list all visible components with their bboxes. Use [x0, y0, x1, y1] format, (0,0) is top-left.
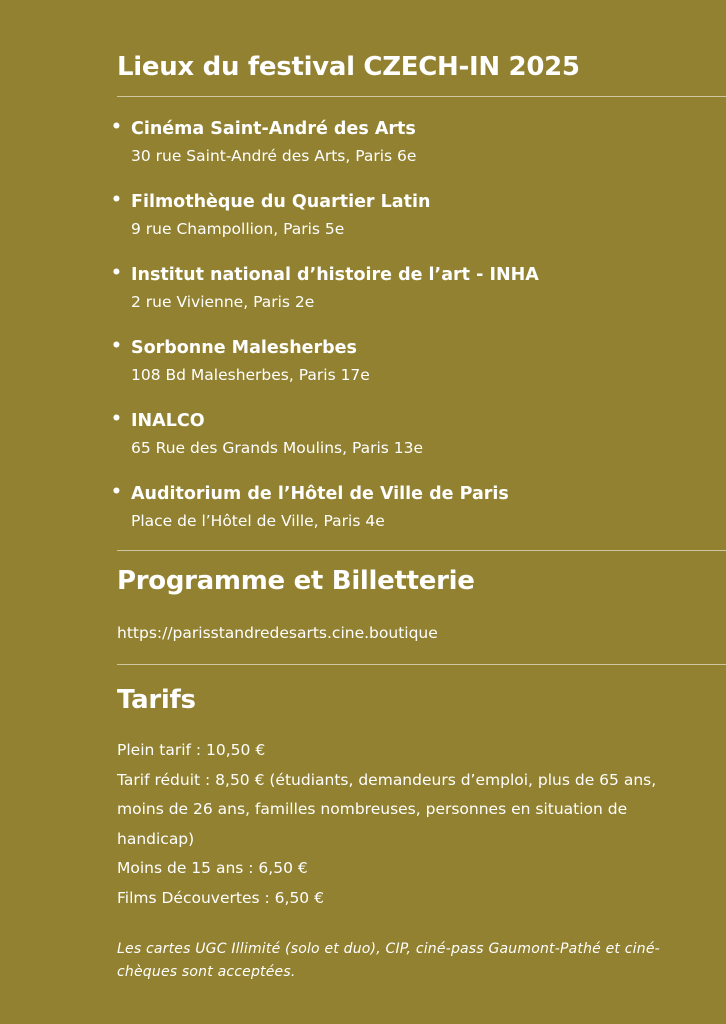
venue-address: 9 rue Champollion, Paris 5e: [131, 220, 345, 238]
bullet-icon: •: [111, 263, 122, 283]
venue-name: Cinéma Saint-André des Arts: [131, 119, 416, 139]
venue-name: Auditorium de l’Hôtel de Ville de Paris: [131, 484, 509, 504]
list-item: [111, 335, 707, 408]
venue-name: Sorbonne Malesherbes: [131, 338, 357, 358]
list-item: [111, 262, 707, 335]
bullet-icon: •: [111, 482, 122, 502]
list-item: [111, 481, 707, 554]
venue-name: INALCO: [131, 411, 205, 431]
bullet-icon: •: [111, 117, 122, 137]
price-list: [117, 736, 687, 913]
divider: [117, 664, 726, 665]
bullet-icon: •: [111, 190, 122, 210]
list-item: [111, 408, 707, 481]
price-line: Moins de 15 ans : 6,50 €: [117, 859, 308, 877]
price-line: Films Découvertes : 6,50 €: [117, 888, 324, 907]
list-item: [111, 189, 707, 262]
venue-address: 65 Rue des Grands Moulins, Paris 13e: [131, 439, 424, 457]
info-page: [111, 0, 726, 1024]
venue-address: 2 rue Vivienne, Paris 2e: [131, 293, 315, 311]
venue-address: 108 Bd Malesherbes, Paris 17e: [131, 366, 370, 384]
price-line: Tarif réduit : 8,50 € (étudiants, demandeurs d’emploi, plus de 65 ans, moins de 26 ans, familles nombreuses, personnes en situation de handicap): [117, 770, 657, 848]
divider: [117, 96, 726, 97]
venue-address: 30 rue Saint-André des Arts, Paris 6e: [131, 147, 417, 165]
programme-heading: Programme et Billetterie: [117, 566, 475, 596]
list-item: [111, 116, 707, 189]
venue-name: Institut national d’histoire de l’art - INHA: [131, 265, 539, 285]
divider: [117, 550, 726, 551]
tarifs-heading: Tarifs: [117, 685, 196, 715]
venue-list: [111, 116, 707, 554]
bullet-icon: •: [111, 409, 122, 429]
venue-name: Filmothèque du Quartier Latin: [131, 192, 431, 212]
ticketing-link[interactable]: https://parisstandredesarts.cine.boutique: [117, 624, 438, 642]
price-line: Plein tarif : 10,50 €: [117, 741, 266, 759]
venue-address: Place de l’Hôtel de Ville, Paris 4e: [131, 512, 385, 530]
bullet-icon: •: [111, 336, 122, 356]
accepted-cards-note: Les cartes UGC Illimité (solo et duo), CIP, ciné-pass Gaumont-Pathé et ciné-chèques sont acceptées.: [117, 941, 660, 980]
venues-heading: Lieux du festival CZECH-IN 2025: [117, 52, 580, 82]
